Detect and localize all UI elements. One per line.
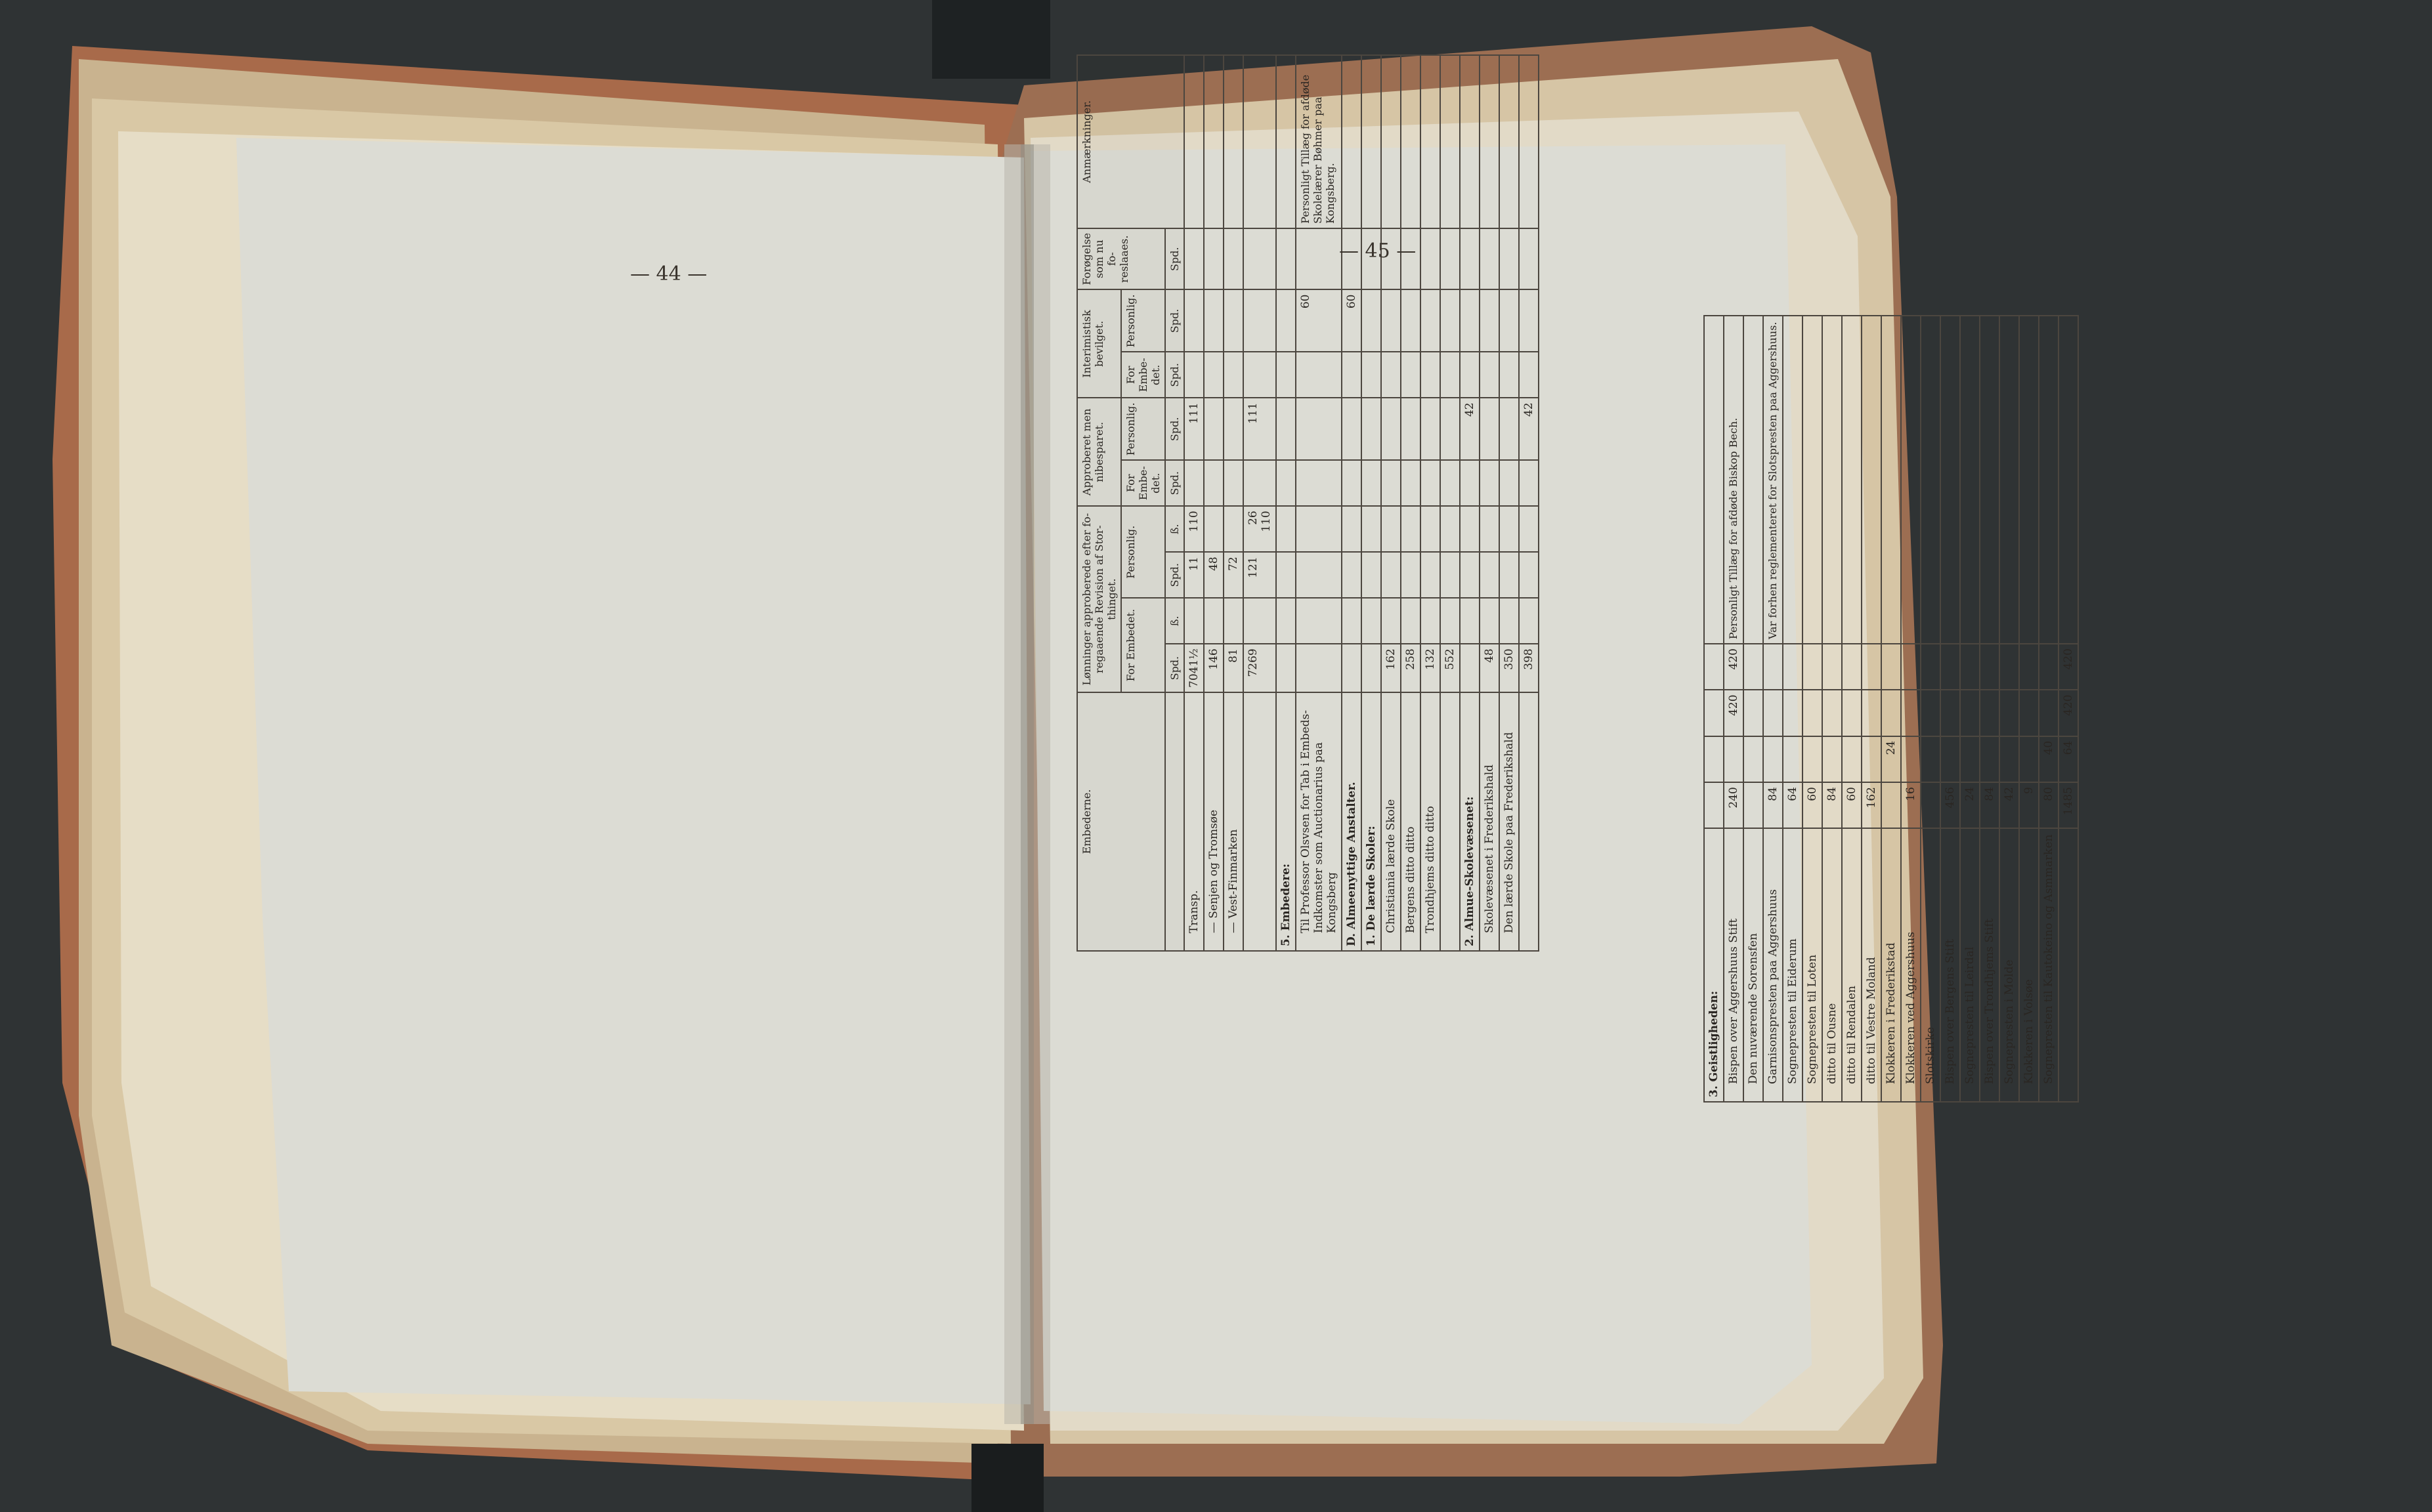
right-row-value-c [2019, 690, 2039, 736]
right-row-value-b [1980, 736, 1999, 782]
right-table-row [1822, 316, 1842, 1102]
right-table-row [2059, 316, 2078, 1102]
right-row-label: Bispen over Bergens Stift [1940, 828, 1960, 1102]
right-row-label: ditto til Rendalen [1842, 828, 1862, 1102]
right-table-row [1940, 316, 1960, 1102]
left-row-label: 1. De lærde Skoler: [1361, 692, 1381, 951]
left-row-value-f: 111 [1184, 398, 1204, 460]
right-row-value-a: 84 [1763, 782, 1783, 828]
left-row-label: Skolevæsenet i Frederikshald [1480, 692, 1499, 951]
left-header-since: Forøgelse som nu foreslaaes. [1077, 228, 1165, 290]
right-table-row [1862, 316, 1881, 1102]
right-table-row [1763, 316, 1783, 1102]
left-row-value-f: 42 [1460, 398, 1480, 460]
right-row-note [1803, 316, 1822, 644]
right-row-value-c [1743, 690, 1763, 736]
left-header-category: Embederne. [1077, 692, 1165, 951]
left-page-number: — 44 — [630, 262, 708, 285]
right-row-note [2039, 316, 2059, 644]
right-row-value-b: 40 [2039, 736, 2059, 782]
right-row-note: Personligt Tillæg for afdøde Biskop Bech. [1724, 316, 1743, 644]
right-row-value-a [1704, 782, 1724, 828]
right-row-value-a: 60 [1842, 782, 1862, 828]
right-row-value-c [1783, 690, 1803, 736]
right-row-value-d [1704, 644, 1724, 690]
right-ledger-table [1703, 315, 2079, 1102]
right-row-note [1842, 316, 1862, 644]
right-row-value-c [2039, 690, 2059, 736]
right-row-label: Sognepresten til Eiderum [1783, 828, 1803, 1102]
right-row-value-d [1960, 644, 1980, 690]
right-row-note [1822, 316, 1842, 644]
right-row-label: Sognepresten til Leirdal [1960, 828, 1980, 1102]
left-row-value-h: 60 [1342, 290, 1361, 352]
right-row-label: Klokkeren ved Aggershuus [1901, 828, 1921, 1102]
right-row-value-d [1881, 644, 1901, 690]
right-row-note [1921, 316, 1940, 644]
right-row-value-b: 24 [1881, 736, 1901, 782]
right-row-value-d [1743, 644, 1763, 690]
right-table-row [1960, 316, 1980, 1102]
right-row-note [1881, 316, 1901, 644]
left-row-label: Christiania lærde Skole [1381, 692, 1401, 951]
left-header-notes: Anmærkninger. [1077, 55, 1184, 228]
right-table-row [2039, 316, 2059, 1102]
right-row-note [1783, 316, 1803, 644]
right-row-value-b [1724, 736, 1743, 782]
right-row-value-b [1921, 736, 1940, 782]
right-row-note [2059, 316, 2078, 644]
right-row-value-a: 84 [1822, 782, 1842, 828]
right-row-value-c: 420 [2059, 690, 2078, 736]
right-row-value-a: 1485 [2059, 782, 2078, 828]
right-table-row [1980, 316, 1999, 1102]
right-row-value-a [1921, 782, 1940, 828]
right-row-note [1862, 316, 1881, 644]
right-row-value-d [1822, 644, 1842, 690]
right-row-value-b [2019, 736, 2039, 782]
left-row-value-c: 72 [1224, 552, 1243, 598]
left-header-salaries: Lønninger approberede efter foregaaende Revision af Storthinget. [1077, 506, 1121, 692]
left-row-value-d: 26 110 [1243, 506, 1276, 552]
left-row-value-a: 350 [1499, 644, 1519, 692]
right-row-value-d: 420 [2059, 644, 2078, 690]
left-row-value-a: 7269 [1243, 644, 1276, 692]
right-row-value-a: 60 [1803, 782, 1822, 828]
left-sub-personal: Personlig. [1121, 506, 1165, 598]
right-table-row [1921, 316, 1940, 1102]
right-row-value-a: 24 [1960, 782, 1980, 828]
right-row-value-d [1783, 644, 1803, 690]
left-row-value-a: 552 [1440, 644, 1460, 692]
right-table-row [1999, 316, 2019, 1102]
right-row-value-c [1881, 690, 1901, 736]
left-header-interim: Interimistisk bevilget. [1077, 290, 1121, 398]
right-row-value-d: 420 [1724, 644, 1743, 690]
right-row-value-d [1999, 644, 2019, 690]
left-unit-2: Spd. [1165, 552, 1184, 598]
left-row-note: Personligt Tillæg for afdøde Skolelærer Bøhmer paa Kongsberg. [1296, 55, 1342, 228]
right-row-value-b [1803, 736, 1822, 782]
right-row-note [1743, 316, 1763, 644]
right-table-row [1842, 316, 1862, 1102]
left-row-value-c: 121 [1243, 552, 1276, 598]
right-row-label: Klokkeren i Volsøe [2019, 828, 2039, 1102]
right-table-row [1743, 316, 1763, 1102]
right-table-row [2019, 316, 2039, 1102]
left-row-label: Bergens ditto ditto [1401, 692, 1420, 951]
left-row-label: 2. Almue-Skolevæsenet: [1460, 692, 1480, 951]
right-row-value-d [1862, 644, 1881, 690]
left-unit-6: Spd. [1165, 352, 1184, 398]
right-table-row [1783, 316, 1803, 1102]
left-unit-8: Spd. [1165, 228, 1184, 290]
right-row-label: Garnisonspresten paa Aggershuus [1763, 828, 1783, 1102]
left-row-label: — Vest-Finmarken [1224, 692, 1243, 951]
right-row-label: Den nuværende Sorensfen [1743, 828, 1763, 1102]
right-row-label: ditto til Vestre Moland [1862, 828, 1881, 1102]
right-row-value-a: 64 [1783, 782, 1803, 828]
right-row-note: Var forhen reglementeret for Slotspresten paa Aggershuus. [1763, 316, 1783, 644]
right-page-rotated-content [1690, 289, 2432, 1116]
left-row-value-a: 398 [1519, 644, 1539, 692]
right-row-value-b [1763, 736, 1783, 782]
right-row-value-d [2039, 644, 2059, 690]
left-row-value-a: 7041½ [1184, 644, 1204, 692]
right-row-note [1980, 316, 1999, 644]
right-row-value-d [1980, 644, 1999, 690]
right-row-value-b [1743, 736, 1763, 782]
right-row-value-b [1862, 736, 1881, 782]
right-row-value-c [1901, 690, 1921, 736]
right-row-value-c: 420 [1724, 690, 1743, 736]
right-row-value-b [1783, 736, 1803, 782]
left-sub-approved-office: For Embedet. [1121, 460, 1165, 506]
left-row-value-a: 162 [1381, 644, 1401, 692]
right-row-value-c [1940, 690, 1960, 736]
right-row-label: Bispen over Aggershuus Stift [1724, 828, 1743, 1102]
right-row-label: Slotskirke [1921, 828, 1940, 1102]
left-row-label: — Senjen og Tromsøe [1204, 692, 1224, 951]
right-row-value-a: 162 [1862, 782, 1881, 828]
left-row-value-d: 110 [1184, 506, 1204, 552]
right-row-value-b: 64 [2059, 736, 2078, 782]
right-table-row [1881, 316, 1901, 1102]
right-row-value-d [1901, 644, 1921, 690]
right-row-value-c [1704, 690, 1724, 736]
right-row-value-c [1921, 690, 1940, 736]
right-row-value-b [1901, 736, 1921, 782]
left-row-value-a: 258 [1401, 644, 1420, 692]
left-header-approved: Approberet men nibesparet. [1077, 398, 1121, 506]
left-row-label: Trondhjems ditto ditto [1420, 692, 1440, 951]
left-unit-4: Spd. [1165, 460, 1184, 506]
right-row-value-c [1763, 690, 1783, 736]
right-row-value-a: 42 [1999, 782, 2019, 828]
right-row-value-a: 240 [1724, 782, 1743, 828]
right-row-value-c [1980, 690, 1999, 736]
left-row-label: D. Almeenyttige Anstalter. [1342, 692, 1361, 951]
left-row-value-a: 81 [1224, 644, 1243, 692]
right-row-value-d [2019, 644, 2039, 690]
right-row-value-c [1803, 690, 1822, 736]
right-row-note [1960, 316, 1980, 644]
right-row-value-d [1763, 644, 1783, 690]
right-row-value-c [1862, 690, 1881, 736]
right-row-value-a [1881, 782, 1901, 828]
right-row-value-d [1803, 644, 1822, 690]
right-row-value-b [1999, 736, 2019, 782]
left-sub-interim-office: For Embedet. [1121, 352, 1165, 398]
right-row-value-b [1842, 736, 1862, 782]
right-row-value-b [1960, 736, 1980, 782]
left-sub-approved-personal: Personlig. [1121, 398, 1165, 460]
right-row-value-b [1822, 736, 1842, 782]
left-row-value-a: 48 [1480, 644, 1499, 692]
right-row-label: 3. Geistligheden: [1704, 828, 1724, 1102]
left-row-value-f: 42 [1519, 398, 1539, 460]
right-row-note [1999, 316, 2019, 644]
left-row-value-c: 48 [1204, 552, 1224, 598]
right-row-value-a: 84 [1980, 782, 1999, 828]
right-row-value-d [1940, 644, 1960, 690]
right-row-value-c [1999, 690, 2019, 736]
right-row-note [2019, 316, 2039, 644]
left-unit-5: Spd. [1165, 398, 1184, 460]
right-table-body [1704, 316, 2078, 1102]
right-row-value-c [1842, 690, 1862, 736]
left-unit-7: Spd. [1165, 290, 1184, 352]
right-table-row [1803, 316, 1822, 1102]
right-page-number: — 45 — [1339, 240, 1417, 262]
left-row-value-h: 60 [1296, 290, 1342, 352]
right-row-note [1901, 316, 1921, 644]
left-sub-interim-personal: Personlig. [1121, 290, 1165, 352]
right-table-row [1704, 316, 1724, 1102]
right-row-label: Bispen over Trondhjems Stift [1980, 828, 1999, 1102]
right-row-label: Sognepresten i Molde [1999, 828, 2019, 1102]
right-row-note [1940, 316, 1960, 644]
right-row-value-c [1822, 690, 1842, 736]
left-row-value-f: 111 [1243, 398, 1276, 460]
left-unit-3: ß. [1165, 506, 1184, 552]
right-row-label: Sognepresten til Loten [1803, 828, 1822, 1102]
right-table-row [1901, 316, 1921, 1102]
right-row-value-a: 9 [2019, 782, 2039, 828]
right-row-value-a: 456 [1940, 782, 1960, 828]
left-row-label: Den lærde Skole paa Frederikshald [1499, 692, 1519, 951]
left-row-value-a: 146 [1204, 644, 1224, 692]
left-unit-0: Spd. [1165, 644, 1184, 692]
right-row-value-a: 16 [1901, 782, 1921, 828]
left-row-value-a: 132 [1420, 644, 1440, 692]
right-row-value-d [1842, 644, 1862, 690]
right-table-row [1724, 316, 1743, 1102]
left-row-label: 5. Embedere: [1276, 692, 1296, 951]
left-unit-1: ß. [1165, 598, 1184, 644]
left-row-label: Transp. [1184, 692, 1204, 951]
right-row-label: ditto til Ousne [1822, 828, 1842, 1102]
left-row-value-c: 11 [1184, 552, 1204, 598]
right-row-value-c [1960, 690, 1980, 736]
right-row-label: Klokkeren i Frederikstad [1881, 828, 1901, 1102]
right-row-label [2059, 828, 2078, 1102]
right-row-value-a [1743, 782, 1763, 828]
left-row-label: Til Professor Olsvsen for Tab i Embeds-Indkomster som Auctionarius paa Kongsberg [1296, 692, 1342, 951]
right-row-value-a: 80 [2039, 782, 2059, 828]
right-row-value-b [1704, 736, 1724, 782]
right-row-note [1704, 316, 1724, 644]
right-row-value-b [1940, 736, 1960, 782]
left-sub-for-office: For Embedet. [1121, 598, 1165, 692]
right-row-value-d [1921, 644, 1940, 690]
right-row-label: Sognepresten til Kautokeino og Asmmarken [2039, 828, 2059, 1102]
